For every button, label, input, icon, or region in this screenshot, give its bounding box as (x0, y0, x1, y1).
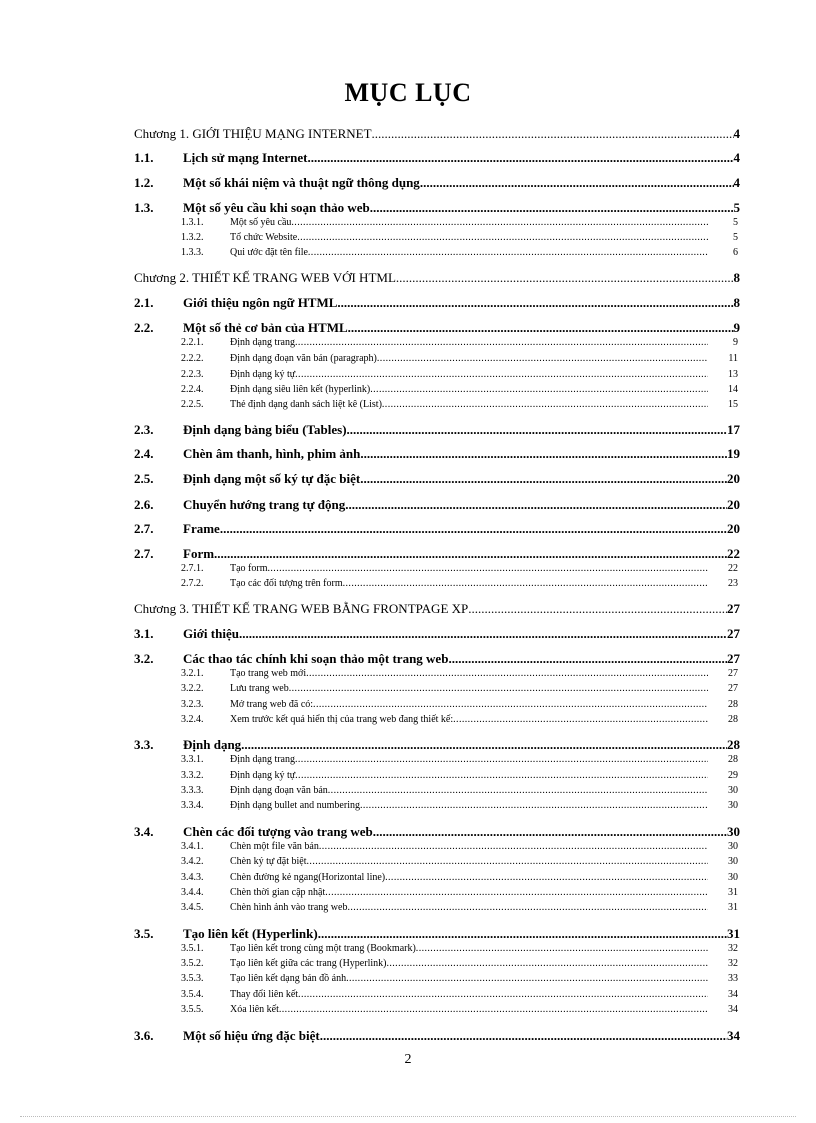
page-number: 2 (404, 1052, 412, 1067)
toc-entry-page: 6 (733, 247, 738, 258)
toc-dot-leader (297, 232, 708, 243)
toc-entry-sub[interactable] (181, 560, 738, 574)
toc-entry-number: 3.4.4. (181, 887, 204, 898)
toc-entry-number: 3.5.2. (181, 958, 204, 969)
toc-dot-leader (295, 770, 708, 781)
toc-dot-leader (360, 800, 708, 811)
toc-entry-chapter[interactable] (134, 268, 740, 286)
toc-entry-page: 30 (728, 856, 738, 867)
toc-entry-sub[interactable] (181, 244, 738, 258)
toc-entry-number: 3.4.3. (181, 872, 204, 883)
toc-entry-title: Một số thẻ cơ bản của HTML (183, 320, 348, 335)
toc-dot-leader (306, 668, 708, 679)
toc-entry-title: Thẻ định dạng danh sách liệt kê (List) (230, 399, 382, 410)
toc-entry-title: Tạo liên kết trong cùng một trang (Bookmark) (230, 943, 416, 954)
toc-entry-number: 2.2. (134, 320, 154, 335)
toc-dot-leader (360, 471, 727, 487)
toc-entry-title: Tạo liên kết (Hyperlink) (183, 926, 318, 941)
toc-dot-leader (337, 295, 733, 311)
toc-entry-section[interactable] (134, 469, 740, 487)
toc-entry-title: Định dạng đoạn văn bản (paragraph) (230, 353, 377, 364)
toc-entry-sub[interactable] (181, 381, 738, 395)
toc-entry-title: Một số hiệu ứng đặc biệt (183, 1028, 320, 1043)
toc-entry-number: 1.3. (134, 200, 154, 215)
toc-entry-page: 28 (728, 699, 738, 710)
toc-dot-leader (289, 683, 708, 694)
toc-entry-title: Một số yêu cầu (230, 217, 292, 228)
toc-entry-title: Định dạng bảng biểu (Tables) (183, 422, 347, 437)
toc-dot-leader (239, 626, 727, 642)
toc-dot-leader (382, 399, 708, 410)
toc-entry-page: 30 (728, 841, 738, 852)
toc-entry-title: Định dạng một số ký tự đặc biệt (183, 471, 361, 486)
toc-dot-leader (295, 337, 708, 348)
toc-entry-page: 28 (728, 754, 738, 765)
toc-entry-title: Định dạng siêu liên kết (hyperlink) (230, 384, 371, 395)
toc-entry-number: 1.2. (134, 175, 154, 190)
page-title: MỤC LỤC (344, 78, 472, 107)
page-bottom-divider (20, 1116, 796, 1117)
toc-entry-section[interactable] (134, 420, 740, 438)
toc-entry-page: 22 (728, 563, 738, 574)
toc-entry-page: 17 (727, 422, 740, 437)
toc-dot-leader (307, 150, 733, 166)
toc-entry-page: 23 (728, 578, 738, 589)
toc-entry-title: Giới thiệu (183, 626, 239, 641)
toc-dot-leader (295, 369, 708, 380)
toc-entry-page: 31 (727, 926, 740, 941)
toc-entry-number: 2.5. (134, 471, 154, 486)
toc-entry-sub[interactable] (181, 797, 738, 811)
toc-entry-title: Tạo trang web mới (230, 668, 307, 679)
toc-entry-sub[interactable] (181, 899, 738, 913)
toc-entry-title: Chèn ký tự đặt biệt (230, 856, 307, 867)
toc-entry-section[interactable] (134, 624, 740, 642)
toc-entry-page: 32 (728, 958, 738, 969)
toc-entry-page: 27 (727, 601, 740, 616)
toc-entry-page: 27 (728, 683, 738, 694)
toc-entry-title: Chèn thời gian cập nhật (230, 887, 326, 898)
toc-entry-section[interactable] (134, 495, 740, 513)
toc-entry-sub[interactable] (181, 696, 738, 710)
toc-dot-leader (328, 785, 708, 796)
toc-entry-sub[interactable] (181, 838, 738, 852)
toc-dot-leader (386, 958, 708, 969)
toc-dot-leader (343, 578, 708, 589)
toc-entry-number: 3.2.2. (181, 683, 204, 694)
toc-dot-leader (320, 1028, 727, 1044)
toc-entry-number: 3.3.2. (181, 770, 204, 781)
toc-entry-page: 30 (728, 785, 738, 796)
toc-entry-number: 2.4. (134, 446, 154, 461)
toc-dot-leader (345, 497, 727, 513)
toc-entry-title: Chèn âm thanh, hình, phim ảnh (183, 446, 361, 461)
toc-dot-leader (220, 521, 727, 537)
toc-entry-number: 3.1. (134, 626, 154, 641)
toc-dot-leader (307, 856, 708, 867)
toc-entry-number: 3.4.5. (181, 902, 204, 913)
toc-entry-page: 33 (728, 973, 738, 984)
toc-dot-leader (319, 841, 708, 852)
toc-entry-sub[interactable] (181, 751, 738, 765)
toc-entry-sub[interactable] (181, 782, 738, 796)
toc-entry-title: Chèn hình ảnh vào trang web (230, 902, 348, 913)
toc-entry-page: 20 (727, 497, 740, 512)
toc-entry-title: Lưu trang web (230, 683, 289, 694)
toc-entry-title: Một số khái niệm và thuật ngữ thông dụng (183, 175, 420, 190)
toc-dot-leader (291, 217, 708, 228)
toc-entry-page: 5 (733, 200, 740, 215)
toc-entry-sub[interactable] (181, 680, 738, 694)
toc-entry-title: Giới thiệu ngôn ngữ HTML (183, 295, 338, 310)
toc-entry-number: 1.3.2. (181, 232, 204, 243)
toc-entry-page: 27 (727, 651, 740, 666)
toc-entry-title: Tạo liên kết giữa các trang (Hyperlink) (230, 958, 387, 969)
toc-entry-sub[interactable] (181, 986, 738, 1000)
toc-entry-sub[interactable] (181, 869, 738, 883)
toc-entry-title: Định dạng trang (230, 337, 295, 348)
toc-entry-page: 30 (728, 872, 738, 883)
toc-dot-leader (298, 989, 708, 1000)
toc-entry-title: Một số yêu cầu khi soạn thảo web (183, 200, 370, 215)
toc-dot-leader (347, 422, 727, 438)
toc-dot-leader (372, 126, 734, 142)
toc-entry-sub[interactable] (181, 366, 738, 380)
toc-entry-title: Định dạng ký tự (230, 369, 296, 380)
toc-entry-page: 34 (727, 1028, 740, 1043)
toc-entry-sub[interactable] (181, 1001, 738, 1015)
toc-dot-leader (396, 270, 734, 286)
toc-entry-chapter[interactable] (134, 599, 740, 617)
toc-entry-number: 3.3.1. (181, 754, 204, 765)
toc-dot-leader (279, 1004, 708, 1015)
toc-entry-sub[interactable] (181, 955, 738, 969)
toc-entry-section[interactable] (134, 293, 740, 311)
toc-entry-page: 14 (728, 384, 738, 395)
toc-entry-number: 2.7. (134, 546, 154, 561)
toc-entry-number: 3.2. (134, 651, 154, 666)
toc-entry-title: Tạo các đối tượng trên form (230, 578, 343, 589)
toc-entry-page: 9 (733, 337, 738, 348)
toc-entry-title: Qui ước đặt tên file (230, 247, 308, 258)
toc-entry-number: 3.2.3. (181, 699, 204, 710)
toc-entry-number: 2.2.3. (181, 369, 204, 380)
toc-entry-number: 2.7.2. (181, 578, 204, 589)
toc-entry-title: Tạo form (230, 563, 268, 574)
toc-entry-section[interactable] (134, 444, 740, 462)
toc-entry-sub[interactable] (181, 884, 738, 898)
toc-entry-section[interactable] (134, 173, 740, 191)
toc-entry-page: 19 (727, 446, 740, 461)
toc-entry-number: 3.2.1. (181, 668, 204, 679)
toc-entry-number: 3.5. (134, 926, 154, 941)
toc-dot-leader (360, 446, 727, 462)
toc-entry-number: 3.5.1. (181, 943, 204, 954)
toc-entry-title: Frame (183, 521, 220, 536)
toc-entry-number: 3.5.5. (181, 1004, 204, 1015)
toc-entry-sub[interactable] (181, 711, 738, 725)
toc-entry-page: 15 (728, 399, 738, 410)
toc-entry-sub[interactable] (181, 396, 738, 410)
toc-entry-sub[interactable] (181, 853, 738, 867)
toc-entry-page: 9 (733, 320, 740, 335)
toc-entry-title: Định dạng ký tự (230, 770, 296, 781)
toc-entry-title: Xóa liên kết (230, 1004, 279, 1015)
toc-entry-number: 1.1. (134, 150, 154, 165)
toc-entry-title: Chương 1. GIỚI THIỆU MẠNG INTERNET (134, 126, 372, 141)
toc-entry-sub[interactable] (181, 229, 738, 243)
toc-entry-page: 20 (727, 471, 740, 486)
toc-entry-number: 2.6. (134, 497, 154, 512)
toc-entry-page: 13 (728, 369, 738, 380)
toc-entry-title: Thay đổi liên kết (230, 989, 299, 1000)
toc-entry-page: 20 (727, 521, 740, 536)
toc-entry-title: Các thao tác chính khi soạn thảo một trang web (183, 651, 449, 666)
toc-dot-leader (377, 353, 708, 364)
toc-entry-section[interactable] (134, 1026, 740, 1044)
toc-entry-title: Định dạng (183, 737, 242, 752)
toc-entry-number: 1.3.1. (181, 217, 204, 228)
toc-entry-number: 3.5.4. (181, 989, 204, 1000)
toc-entry-title: Định dạng đoạn văn bản (230, 785, 328, 796)
toc-entry-number: 3.4. (134, 824, 154, 839)
toc-entry-number: 2.7.1. (181, 563, 204, 574)
toc-entry-sub[interactable] (181, 575, 738, 589)
toc-entry-title: Tạo liên kết dạng bản đồ ảnh (230, 973, 347, 984)
toc-entry-sub[interactable] (181, 767, 738, 781)
toc-entry-page: 34 (728, 1004, 738, 1015)
toc-entry-page: 5 (733, 232, 738, 243)
toc-entry-number: 3.3.4. (181, 800, 204, 811)
toc-entry-title: Định dạng bullet and numbering (230, 800, 360, 811)
toc-entry-sub[interactable] (181, 665, 738, 679)
toc-entry-page: 8 (733, 295, 740, 310)
toc-entry-section[interactable] (134, 148, 740, 166)
toc-entry-number: 2.7. (134, 521, 154, 536)
toc-entry-number: 3.3. (134, 737, 154, 752)
toc-entry-number: 2.2.2. (181, 353, 204, 364)
toc-entry-page: 30 (728, 800, 738, 811)
toc-entry-chapter[interactable] (134, 124, 740, 142)
toc-dot-leader (268, 563, 709, 574)
toc-entry-title: Chèn một file văn bản (230, 841, 319, 852)
toc-entry-title: Định dạng trang (230, 754, 295, 765)
toc-dot-leader (346, 973, 708, 984)
toc-entry-number: 3.5.3. (181, 973, 204, 984)
toc-entry-page: 30 (727, 824, 740, 839)
toc-dot-leader (325, 887, 708, 898)
toc-dot-leader (453, 714, 708, 725)
toc-entry-number: 3.4.1. (181, 841, 204, 852)
toc-entry-section[interactable] (134, 519, 740, 537)
toc-entry-sub[interactable] (181, 334, 738, 348)
toc-dot-leader (420, 175, 734, 191)
toc-entry-number: 2.2.1. (181, 337, 204, 348)
toc-entry-number: 3.4.2. (181, 856, 204, 867)
toc-entry-page: 8 (733, 270, 740, 285)
toc-entry-number: 2.3. (134, 422, 154, 437)
toc-entry-page: 28 (727, 737, 740, 752)
toc-entry-page: 32 (728, 943, 738, 954)
toc-entry-title: Chương 2. THIẾT KẾ TRANG WEB VỚI HTML (134, 270, 396, 285)
toc-entry-title: Tổ chức Website (230, 232, 298, 243)
toc-entry-number: 2.1. (134, 295, 154, 310)
toc-entry-page: 31 (728, 902, 738, 913)
toc-entry-page: 11 (728, 353, 738, 364)
toc-entry-page: 34 (728, 989, 738, 1000)
toc-dot-leader (313, 699, 708, 710)
toc-entry-sub[interactable] (181, 214, 738, 228)
toc-dot-leader (370, 384, 708, 395)
toc-dot-leader (295, 754, 708, 765)
toc-entry-title: Chèn đường kẻ ngang(Horizontal line) (230, 872, 386, 883)
toc-dot-leader (385, 872, 708, 883)
toc-entry-page: 27 (727, 626, 740, 641)
toc-entry-title: Xem trước kết quả hiển thị của trang web đang thiết kế: (230, 714, 454, 725)
toc-entry-sub[interactable] (181, 350, 738, 364)
toc-dot-leader (468, 601, 727, 617)
toc-entry-sub[interactable] (181, 970, 738, 984)
toc-entry-title: Mở trang web đã có: (230, 699, 314, 710)
toc-entry-number: 2.2.4. (181, 384, 204, 395)
toc-entry-number: 3.6. (134, 1028, 154, 1043)
toc-entry-title: Form (183, 546, 215, 561)
toc-entry-number: 1.3.3. (181, 247, 204, 258)
toc-entry-title: Lịch sử mạng Internet (183, 150, 308, 165)
toc-entry-title: Chuyển hướng trang tự động (183, 497, 346, 512)
toc-entry-page: 22 (727, 546, 740, 561)
toc-entry-page: 28 (728, 714, 738, 725)
toc-entry-page: 29 (728, 770, 738, 781)
toc-dot-leader (347, 902, 708, 913)
toc-entry-page: 4 (733, 126, 740, 141)
toc-dot-leader (308, 247, 708, 258)
toc-entry-sub[interactable] (181, 940, 738, 954)
toc-entry-page: 31 (728, 887, 738, 898)
toc-entry-title: Chèn các đối tượng vào trang web (183, 824, 373, 839)
toc-dot-leader (416, 943, 708, 954)
toc-entry-number: 3.2.4. (181, 714, 204, 725)
toc-entry-title: Chương 3. THIẾT KẾ TRANG WEB BẰNG FRONTPAGE XP (134, 601, 469, 616)
toc-entry-page: 4 (733, 150, 740, 165)
toc-entry-page: 27 (728, 668, 738, 679)
toc-entry-page: 5 (733, 217, 738, 228)
toc-entry-number: 3.3.3. (181, 785, 204, 796)
toc-entry-number: 2.2.5. (181, 399, 204, 410)
toc-entry-page: 4 (733, 175, 740, 190)
